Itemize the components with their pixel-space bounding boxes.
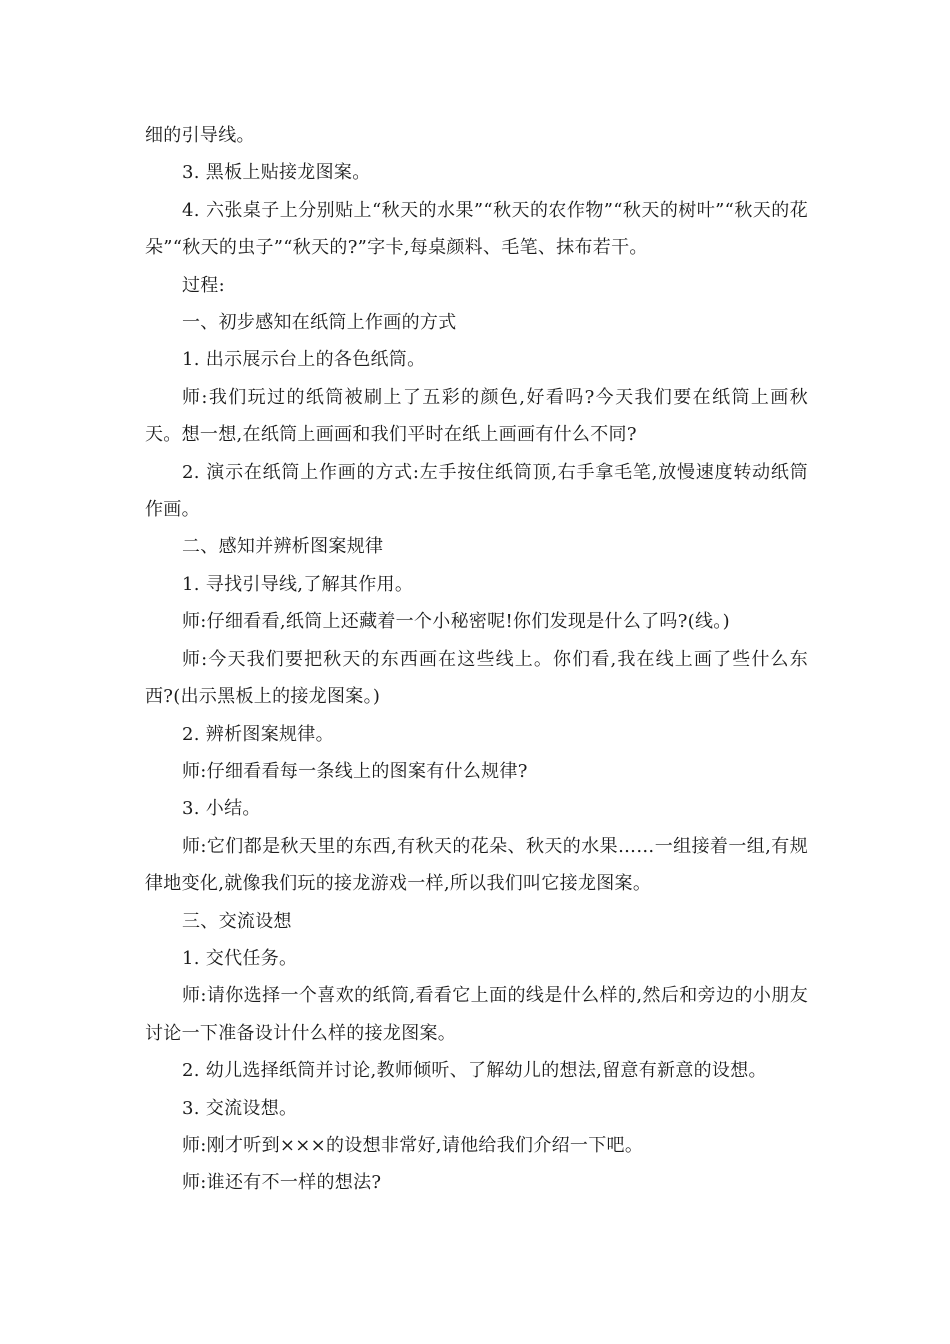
paragraph: 3. 交流设想。 — [182, 1097, 298, 1119]
paragraph: 师:仔细看看每一条线上的图案有什么规律? — [182, 760, 528, 782]
paragraph: 2. 辨析图案规律。 — [182, 723, 334, 745]
paragraph: 1. 寻找引导线,了解其作用。 — [182, 573, 414, 595]
paragraph: 细的引导线。 — [145, 125, 255, 146]
paragraph: 4. 六张桌子上分别贴上“秋天的水果”“秋天的农作物”“秋天的树叶”“秋天的花朵”“秋天的虫子”“秋天的?”字卡,每桌颜料、毛笔、抹布若干。 — [145, 199, 808, 259]
section-heading: 三、交流设想 — [182, 910, 292, 932]
document-body — [145, 117, 808, 1202]
paragraph: 过程: — [182, 274, 225, 296]
paragraph: 1. 交代任务。 — [182, 947, 298, 969]
paragraph: 2. 幼儿选择纸筒并讨论,教师倾听、了解幼儿的想法,留意有新意的设想。 — [182, 1060, 767, 1082]
section-heading: 一、初步感知在纸筒上作画的方式 — [182, 312, 457, 334]
paragraph: 师:谁还有不一样的想法? — [182, 1172, 382, 1194]
paragraph: 2. 演示在纸筒上作画的方式:左手按住纸筒顶,右手拿毛笔,放慢速度转动纸筒作画。 — [145, 461, 808, 521]
paragraph: 3. 黑板上贴接龙图案。 — [182, 162, 371, 184]
paragraph: 师:刚才听到×××的设想非常好,请他给我们介绍一下吧。 — [182, 1134, 644, 1156]
paragraph: 3. 小结。 — [182, 798, 261, 820]
paragraph: 师:今天我们要把秋天的东西画在这些线上。你们看,我在线上画了些什么东西?(出示黑板上的接龙图案。) — [145, 648, 808, 708]
section-heading: 二、感知并辨析图案规律 — [182, 536, 384, 558]
paragraph: 师:它们都是秋天里的东西,有秋天的花朵、秋天的水果……一组接着一组,有规律地变化,就像我们玩的接龙游戏一样,所以我们叫它接龙图案。 — [145, 835, 808, 895]
paragraph: 师:请你选择一个喜欢的纸筒,看看它上面的线是什么样的,然后和旁边的小朋友讨论一下准备设计什么样的接龙图案。 — [145, 985, 808, 1044]
paragraph: 1. 出示展示台上的各色纸筒。 — [182, 349, 426, 371]
paragraph: 师:我们玩过的纸筒被刷上了五彩的颜色,好看吗?今天我们要在纸筒上画秋天。想一想,在纸筒上画画和我们平时在纸上画画有什么不同? — [145, 386, 808, 446]
paragraph: 师:仔细看看,纸筒上还藏着一个小秘密呢!你们发现是什么了吗?(线。) — [182, 611, 730, 633]
